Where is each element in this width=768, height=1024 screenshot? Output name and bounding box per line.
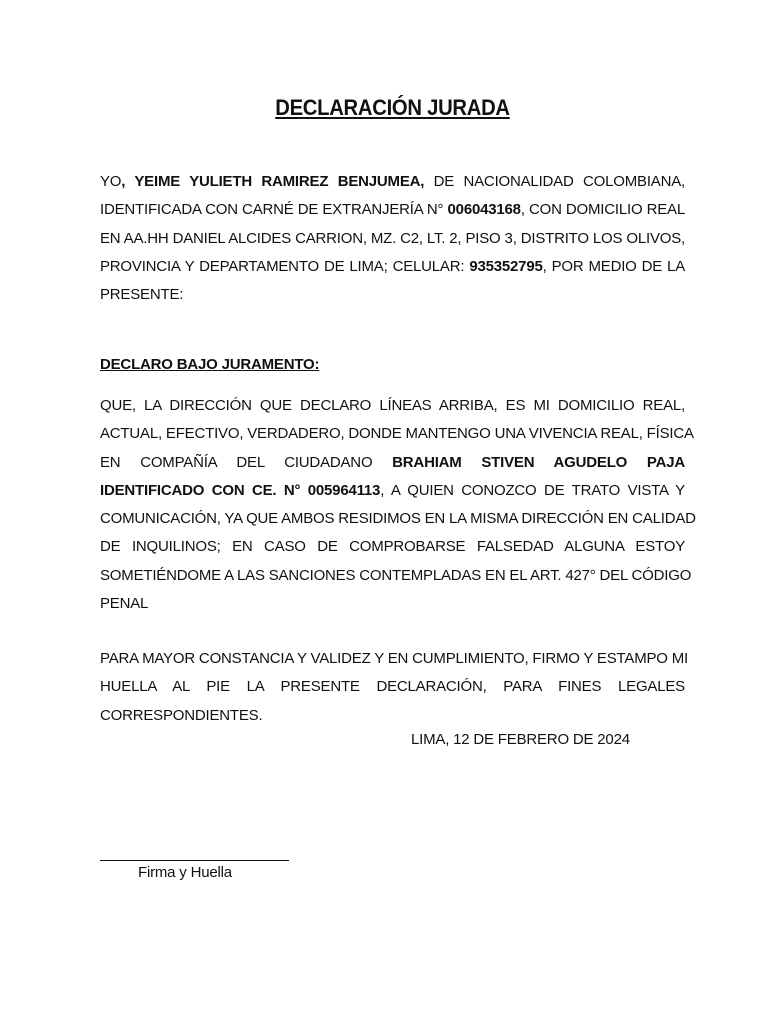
- intro-line: [100, 168, 685, 196]
- intro-line: [100, 196, 685, 224]
- closing-line: CORRESPONDIENTES.: [100, 706, 263, 724]
- intro-paragraph: [100, 168, 685, 309]
- text: , POR MEDIO DE LA: [542, 257, 686, 275]
- declaration-line: COMUNICACIÓN, YA QUE AMBOS RESIDIMOS EN LA MISMA DIRECCIÓN EN CALIDAD: [100, 510, 696, 528]
- companion-name: BRAHIAM STIVEN AGUDELO PAJA: [392, 453, 685, 471]
- closing-paragraph: [100, 645, 688, 730]
- text: EN COMPAÑÍA DEL CIUDADANO: [100, 453, 393, 471]
- section-heading: DECLARO BAJO JURAMENTO:: [100, 356, 320, 373]
- declarant-name: , YEIME YULIETH RAMIREZ BENJUMEA,: [121, 173, 425, 190]
- text: IDENTIFICADA CON CARNÉ DE EXTRANJERÍA N°: [100, 201, 448, 219]
- text: DE NACIONALIDAD COLOMBIANA,: [424, 173, 686, 190]
- document-date: LIMA, 12 DE FEBRERO DE 2024: [411, 731, 630, 748]
- phone-number: 935352795: [469, 257, 543, 275]
- signature-line: [100, 860, 289, 861]
- declaration-paragraph: [100, 392, 696, 618]
- intro-line: PRESENTE:: [100, 286, 184, 304]
- document-title: DECLARACIÓN JURADA: [275, 95, 510, 120]
- intro-line: EN AA.HH DANIEL ALCIDES CARRION, MZ. C2, LT. 2, PISO 3, DISTRITO LOS OLIVOS,: [100, 229, 685, 247]
- declaration-line: QUE, LA DIRECCIÓN QUE DECLARO LÍNEAS ARRIBA, ES MI DOMICILIO REAL,: [100, 397, 685, 414]
- declaration-line: [100, 449, 685, 477]
- declaration-line: ACTUAL, EFECTIVO, VERDADERO, DONDE MANTENGO UNA VIVENCIA REAL, FÍSICA: [100, 425, 694, 443]
- closing-line: HUELLA AL PIE LA PRESENTE DECLARACIÓN, PARA FINES LEGALES: [100, 678, 685, 696]
- declaration-line: [100, 477, 685, 505]
- companion-id: IDENTIFICADO CON CE. N° 005964113: [100, 481, 381, 499]
- text: PROVINCIA Y DEPARTAMENTO DE LIMA; CELULAR:: [100, 257, 470, 275]
- intro-line: [100, 253, 685, 281]
- signature-label: Firma y Huella: [138, 864, 232, 881]
- closing-line: PARA MAYOR CONSTANCIA Y VALIDEZ Y EN CUMPLIMIENTO, FIRMO Y ESTAMPO MI: [100, 650, 688, 667]
- carne-number: 006043168: [447, 201, 521, 219]
- text: YO: [100, 173, 122, 190]
- declaration-line: SOMETIÉNDOME A LAS SANCIONES CONTEMPLADAS EN EL ART. 427° DEL CÓDIGO: [100, 566, 692, 584]
- text: , A QUIEN CONOZCO DE TRATO VISTA Y: [380, 481, 685, 499]
- declaration-line: PENAL: [100, 595, 149, 613]
- declaration-line: DE INQUILINOS; EN CASO DE COMPROBARSE FALSEDAD ALGUNA ESTOY: [100, 538, 685, 556]
- text: , CON DOMICILIO REAL: [520, 201, 686, 219]
